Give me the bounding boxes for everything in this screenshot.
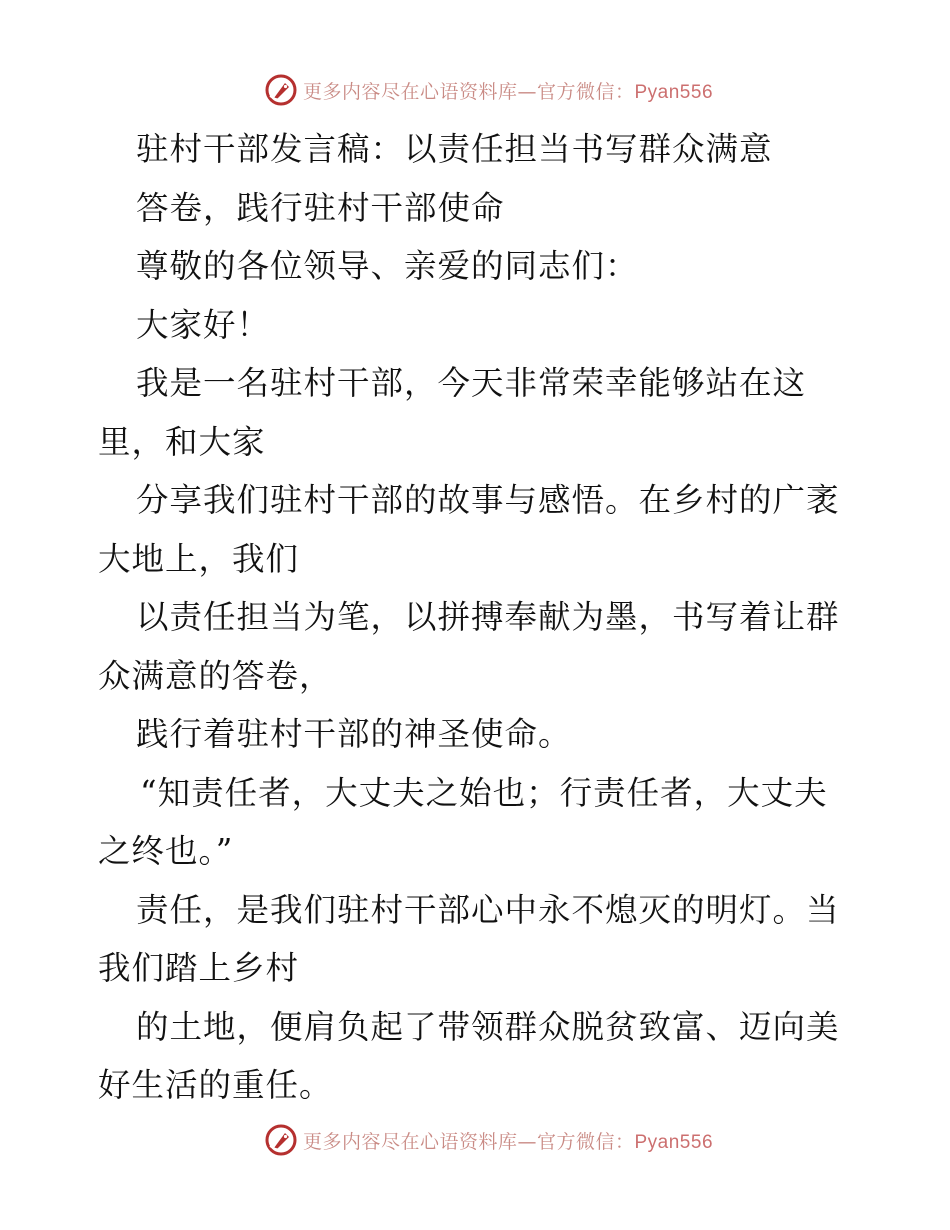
document-body	[98, 120, 858, 1115]
text-line: 我们踏上乡村	[98, 949, 300, 987]
text-line: 我是一名驻村干部，今天非常荣幸能够站在这	[136, 364, 807, 402]
text-line: 众满意的答卷，	[98, 656, 333, 695]
text-line: 践行着驻村干部的神圣使命。	[136, 715, 572, 753]
banner-text	[303, 77, 713, 104]
text-line: 大地上，我们	[98, 539, 300, 578]
quote-line: “知责任者，大丈夫之始也；行责任者，大丈夫	[140, 773, 828, 812]
pen-nib-logo-icon	[265, 74, 297, 106]
text-line: 里，和大家	[98, 422, 266, 461]
text-line: 驻村干部发言稿：以责任担当书写群众满意	[136, 130, 773, 168]
banner-label: 更多内容尽在心语资料库—官方微信：	[302, 80, 635, 103]
text-line: 分享我们驻村干部的故事与感悟。在乡村的广袤	[136, 481, 840, 519]
banner-content	[265, 74, 713, 106]
text-line: 的土地，便肩负起了带领群众脱贫致富、迈向美	[136, 1007, 840, 1046]
footer-banner	[0, 1120, 950, 1160]
text-line: 之终也。”	[98, 832, 234, 870]
wechat-id: Pyan556	[634, 81, 714, 103]
text-line: 责任，是我们驻村干部心中永不熄灭的明灯。当	[136, 890, 840, 929]
wechat-id: Pyan556	[634, 1131, 714, 1153]
banner-text	[303, 1127, 713, 1154]
banner-label: 更多内容尽在心语资料库—官方微信：	[302, 1130, 635, 1153]
text-line: 以责任担当为笔，以拼搏奉献为墨，书写着让群	[136, 598, 840, 636]
pen-nib-logo-icon	[265, 1124, 297, 1156]
header-banner	[0, 70, 950, 110]
text-line: 答卷，践行驻村干部使命	[136, 188, 505, 227]
banner-content	[265, 1124, 713, 1156]
text-line: 好生活的重任。	[98, 1066, 333, 1104]
text-line: 尊敬的各位领导、亲爱的同志们：	[136, 247, 639, 285]
text-line: 大家好！	[136, 305, 271, 344]
